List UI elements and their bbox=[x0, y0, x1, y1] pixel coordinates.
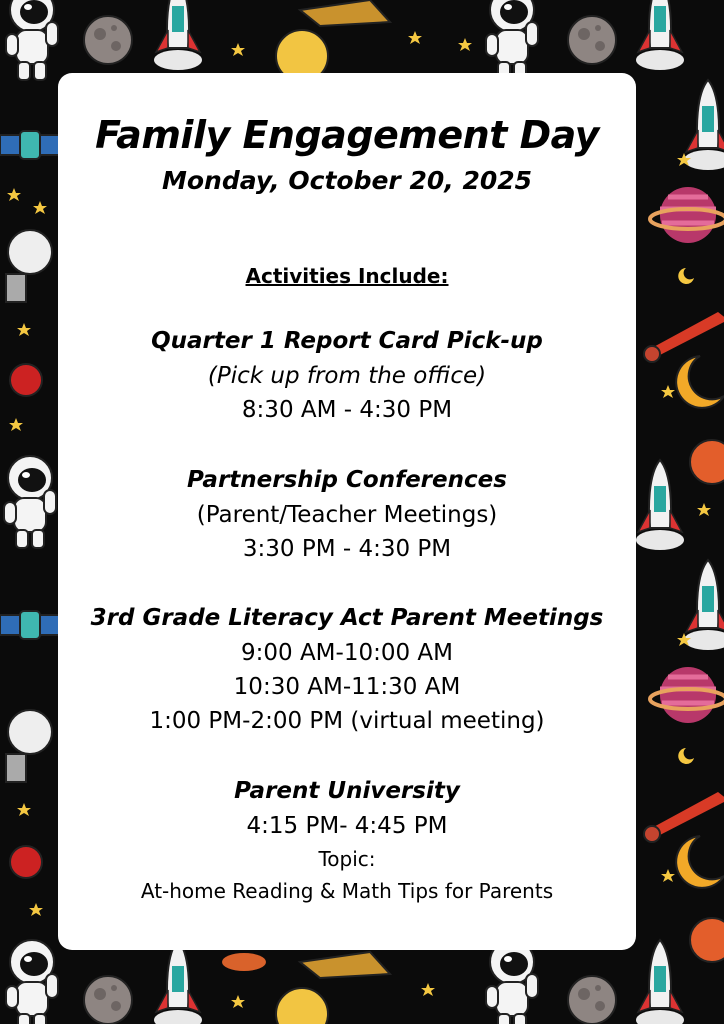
section-parent-university bbox=[58, 774, 636, 907]
section-time: 3:30 PM - 4:30 PM bbox=[242, 536, 452, 562]
section-literacy-act-meetings bbox=[58, 601, 636, 738]
topic-text: At-home Reading & Math Tips for Parents bbox=[140, 879, 554, 903]
section-heading: Partnership Conferences bbox=[187, 467, 507, 493]
section-time: 9:00 AM-10:00 AM bbox=[240, 640, 453, 666]
section-heading: Quarter 1 Report Card Pick-up bbox=[151, 328, 543, 354]
event-date: Monday, October 20, 2025 bbox=[161, 166, 533, 195]
section-note: (Parent/Teacher Meetings) bbox=[196, 502, 498, 528]
section-heading: Parent University bbox=[234, 778, 460, 804]
section-partnership-conferences bbox=[58, 463, 636, 566]
section-report-card-pickup bbox=[58, 324, 636, 427]
flyer-card bbox=[58, 73, 636, 950]
event-title: Family Engagement Day bbox=[95, 113, 599, 157]
section-time: 8:30 AM - 4:30 PM bbox=[241, 397, 453, 423]
topic-label: Topic: bbox=[318, 847, 376, 871]
activities-heading: Activities Include: bbox=[245, 264, 449, 288]
section-time: 4:15 PM- 4:45 PM bbox=[246, 813, 448, 839]
section-heading: 3rd Grade Literacy Act Parent Meetings bbox=[90, 605, 604, 631]
section-time: 10:30 AM-11:30 AM bbox=[233, 674, 461, 700]
section-time: 1:00 PM-2:00 PM (virtual meeting) bbox=[149, 708, 545, 734]
section-note: (Pick up from the office) bbox=[207, 363, 487, 389]
